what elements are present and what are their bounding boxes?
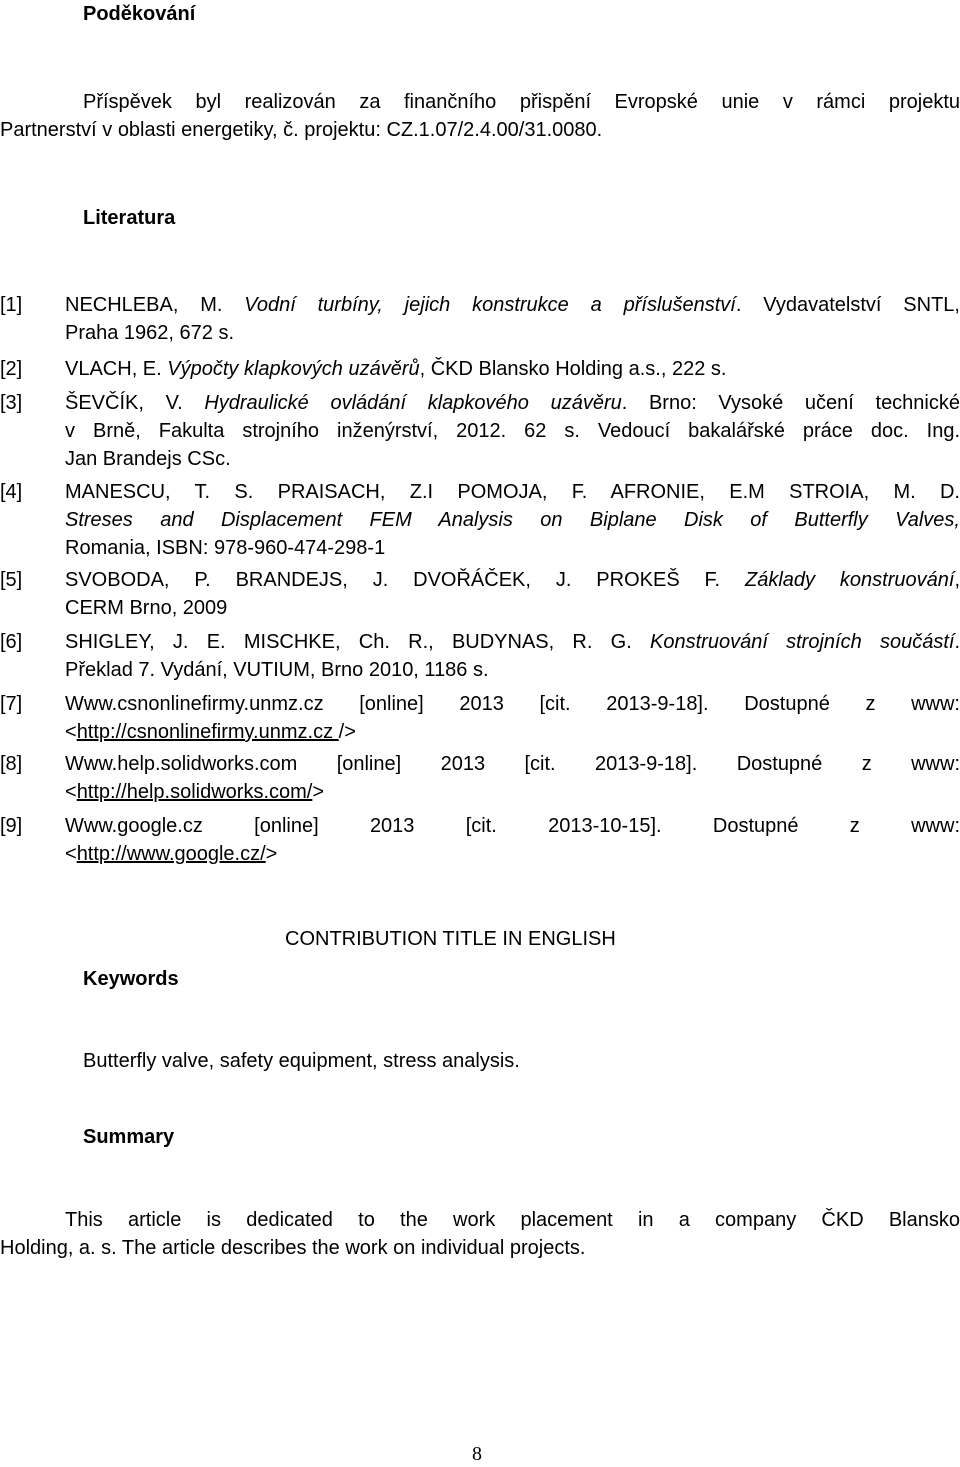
reference-number: [9]: [0, 815, 23, 837]
reference-link[interactable]: http://www.google.cz/: [76, 843, 266, 865]
reference-line: CERM Brno, 2009: [65, 597, 228, 619]
acknowledgement-heading: Poděkování: [83, 3, 196, 25]
reference-line: Praha 1962, 672 s.: [65, 322, 235, 344]
reference-line: Streses and Displacement FEM Analysis on Biplane Disk of Butterfly Valves,: [65, 509, 960, 531]
reference-line: Www.help.solidworks.com [online] 2013 [cit. 2013-9-18]. Dostupné z www:: [65, 753, 960, 775]
reference-line: Www.csnonlinefirmy.unmz.cz [online] 2013 [cit. 2013-9-18]. Dostupné z www:: [65, 693, 960, 715]
reference-number: [2]: [0, 358, 23, 380]
acknowledgement-line-2: Partnerství v oblasti energetiky, č. projektu: CZ.1.07/2.4.00/31.0080.: [0, 119, 603, 141]
reference-number: [1]: [0, 294, 23, 316]
reference-line: SVOBODA, P. BRANDEJS, J. DVOŘÁČEK, J. PROKEŠ F. Základy konstruování,: [65, 569, 960, 591]
keywords-heading: Keywords: [83, 968, 179, 990]
reference-line: Romania, ISBN: 978-960-474-298-1: [65, 537, 386, 559]
acknowledgement-text: [0, 88, 960, 144]
reference-line: NECHLEBA, M. Vodní turbíny, jejich konstrukce a příslušenství. Vydavatelství SNTL,: [65, 294, 960, 316]
summary-text: [0, 1206, 960, 1262]
keywords-text: Butterfly valve, safety equipment, stress analysis.: [83, 1050, 520, 1072]
reference-line: v Brně, Fakulta strojního inženýrství, 2012. 62 s. Vedoucí bakalářské práce doc. Ing.: [65, 420, 960, 442]
summary-heading: Summary: [83, 1126, 175, 1148]
summary-line-1: This article is dedicated to the work placement in a company ČKD Blansko: [65, 1209, 960, 1231]
reference-line: Www.google.cz [online] 2013 [cit. 2013-10-15]. Dostupné z www:: [65, 815, 960, 837]
reference-line: Jan Brandejs CSc.: [65, 448, 231, 470]
reference-link[interactable]: http://csnonlinefirmy.unmz.cz: [76, 721, 339, 743]
reference-number: [6]: [0, 631, 23, 653]
contribution-title: CONTRIBUTION TITLE IN ENGLISH: [285, 928, 616, 950]
acknowledgement-line-1: Příspěvek byl realizován za finančního přispění Evropské unie v rámci projektu: [83, 91, 960, 113]
summary-line-2: Holding, a. s. The article describes the work on individual projects.: [0, 1237, 586, 1259]
reference-number: [7]: [0, 693, 23, 715]
reference-line: SHIGLEY, J. E. MISCHKE, Ch. R., BUDYNAS, R. G. Konstruování strojních součástí.: [65, 631, 960, 653]
reference-number: [5]: [0, 569, 23, 591]
page-number: 8: [472, 1443, 482, 1465]
reference-line: Překlad 7. Vydání, VUTIUM, Brno 2010, 1186 s.: [65, 659, 489, 681]
reference-line: ŠEVČÍK, V. Hydraulické ovládání klapkového uzávěru. Brno: Vysoké učení technické: [65, 392, 960, 414]
reference-link-line: <http://www.google.cz/>: [65, 843, 278, 865]
reference-link[interactable]: http://help.solidworks.com/: [76, 781, 313, 803]
reference-number: [3]: [0, 392, 23, 414]
reference-line: VLACH, E. Výpočty klapkových uzávěrů, ČKD Blansko Holding a.s., 222 s.: [65, 358, 727, 380]
reference-link-line: <http://csnonlinefirmy.unmz.cz />: [65, 721, 356, 743]
reference-number: [8]: [0, 753, 23, 775]
reference-line: MANESCU, T. S. PRAISACH, Z.I POMOJA, F. AFRONIE, E.M STROIA, M. D.: [65, 481, 960, 503]
reference-link-line: <http://help.solidworks.com/>: [65, 781, 325, 803]
reference-number: [4]: [0, 481, 23, 503]
literature-heading: Literatura: [83, 207, 176, 229]
